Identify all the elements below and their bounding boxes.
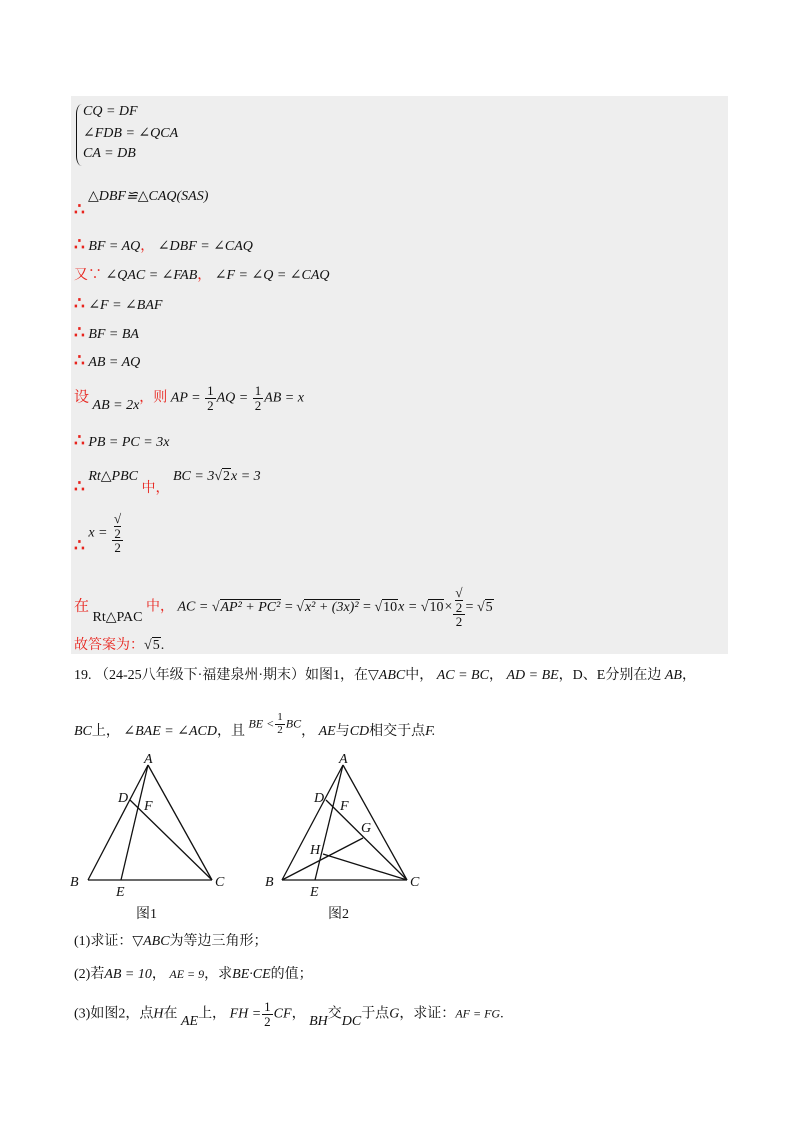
sqrt-x-3x: √x² + (3x)²	[296, 599, 359, 615]
fraction-half-2: $\frac{1}{2}$	[254, 383, 262, 413]
therefore-symbol: ∴	[74, 200, 85, 219]
step-3: ∴ ∠F = ∠BAF	[74, 294, 163, 313]
fig2-label-d: D	[314, 791, 325, 806]
fig1-label-c: C	[215, 875, 225, 890]
question-3: (3)如图2，点H在 AE上， FH = $\frac{1}{2}$ CF， BH交DC于点G，求证：AF = FG.	[74, 999, 504, 1030]
answer-line: 故答案为：√5.	[74, 638, 165, 653]
step-6: 设 AB = 2x，则 AP = $\frac{1}{2}$ AQ = $\frac{1}{2}$ AB = x	[74, 383, 304, 414]
sqrt-ap-pc: √AP² + PC²	[211, 599, 281, 615]
step-5: ∴ AB = AQ	[74, 351, 141, 370]
fig2-label-e: E	[310, 885, 319, 900]
figures-svg	[60, 750, 480, 925]
step-9: ∴ x = √ 2 2	[74, 511, 122, 556]
fig1-caption: 图1	[136, 907, 157, 922]
figure-1-labels	[70, 752, 225, 922]
system-line-2: ∠FDB = ∠QCA	[83, 126, 179, 141]
fraction-root2-over-2-b: √ 2 2	[455, 585, 463, 630]
question-1: (1)求证：▽ABC为等边三角形；	[74, 934, 268, 949]
fig1-label-f: F	[144, 799, 153, 814]
problem-19-line-2: BC上， ∠BAE = ∠ACD，且 BE < $\frac{1}{2}$ BC， AE与CD相交于点F.	[74, 711, 436, 740]
problem-19-line-1: 19. （24-25八年级下·福建泉州·期末）如图1，在▽ABC中， AC = BC， AD = BE，D、E分别在边 AB，	[74, 668, 696, 683]
fraction-half-be: $\frac{1}{2}$	[277, 711, 283, 736]
sqrt-2: √2	[214, 469, 231, 484]
sqrt-10: √10	[374, 599, 398, 615]
fig2-caption: 图2	[328, 907, 349, 922]
congruence-statement: △DBF≌△CAQ(SAS)	[88, 189, 209, 204]
fig2-side-ab	[282, 765, 343, 880]
fig2-label-f: F	[340, 799, 349, 814]
left-brace	[76, 104, 83, 166]
question-2: (2)若AB = 10， AE = 9，求BE·CE的值；	[74, 967, 313, 982]
figure-2	[282, 765, 407, 880]
fig2-label-g: G	[361, 821, 372, 836]
fraction-half-cf: $\frac{1}{2}$	[264, 999, 271, 1029]
figure-2-labels	[265, 752, 420, 922]
fig2-label-b: B	[265, 875, 274, 890]
fig2-label-a: A	[339, 752, 348, 767]
fig1-label-b: B	[70, 875, 79, 890]
fig1-segment-cd	[130, 800, 212, 880]
fig1-segment-ae	[121, 765, 148, 880]
solution-background	[71, 96, 728, 654]
figure-1	[88, 765, 212, 880]
fraction-root2-over-2: √ 2 2	[114, 511, 122, 556]
system-line-1: CQ = DF	[83, 104, 138, 119]
step-7: ∴ PB = PC = 3x	[74, 431, 170, 450]
fig1-label-d: D	[118, 791, 129, 806]
step-8: ∴ Rt△PBC 中， BC = 3√2x = 3	[74, 469, 261, 496]
fig2-label-c: C	[410, 875, 420, 890]
sqrt-10-b: √10	[420, 599, 444, 615]
fig1-label-e: E	[116, 885, 125, 900]
fig1-label-a: A	[144, 752, 153, 767]
fig2-segment-ae	[315, 765, 343, 880]
fig1-side-ac	[148, 765, 212, 880]
system-line-3: CA = DB	[83, 146, 136, 161]
answer-sqrt-5: √5	[144, 638, 160, 653]
fraction-half-1: $\frac{1}{2}$	[207, 383, 214, 413]
step-4: ∴ BF = BA	[74, 323, 139, 342]
step-10: 在 Rt△PAC 中， AC = √AP² + PC² = √x² + (3x)² = √10x = √10× √ 2 2 = √5	[74, 585, 493, 630]
step-2: 又∵ ∠QAC = ∠FAB， ∠F = ∠Q = ∠CAQ	[74, 268, 330, 283]
sqrt-5: √5	[476, 599, 493, 615]
fig2-segment-bg	[282, 838, 363, 880]
step-1: ∴ BF = AQ， ∠DBF = ∠CAQ	[74, 235, 253, 254]
fig1-side-ab	[88, 765, 148, 880]
fig2-label-h: H	[310, 843, 321, 858]
